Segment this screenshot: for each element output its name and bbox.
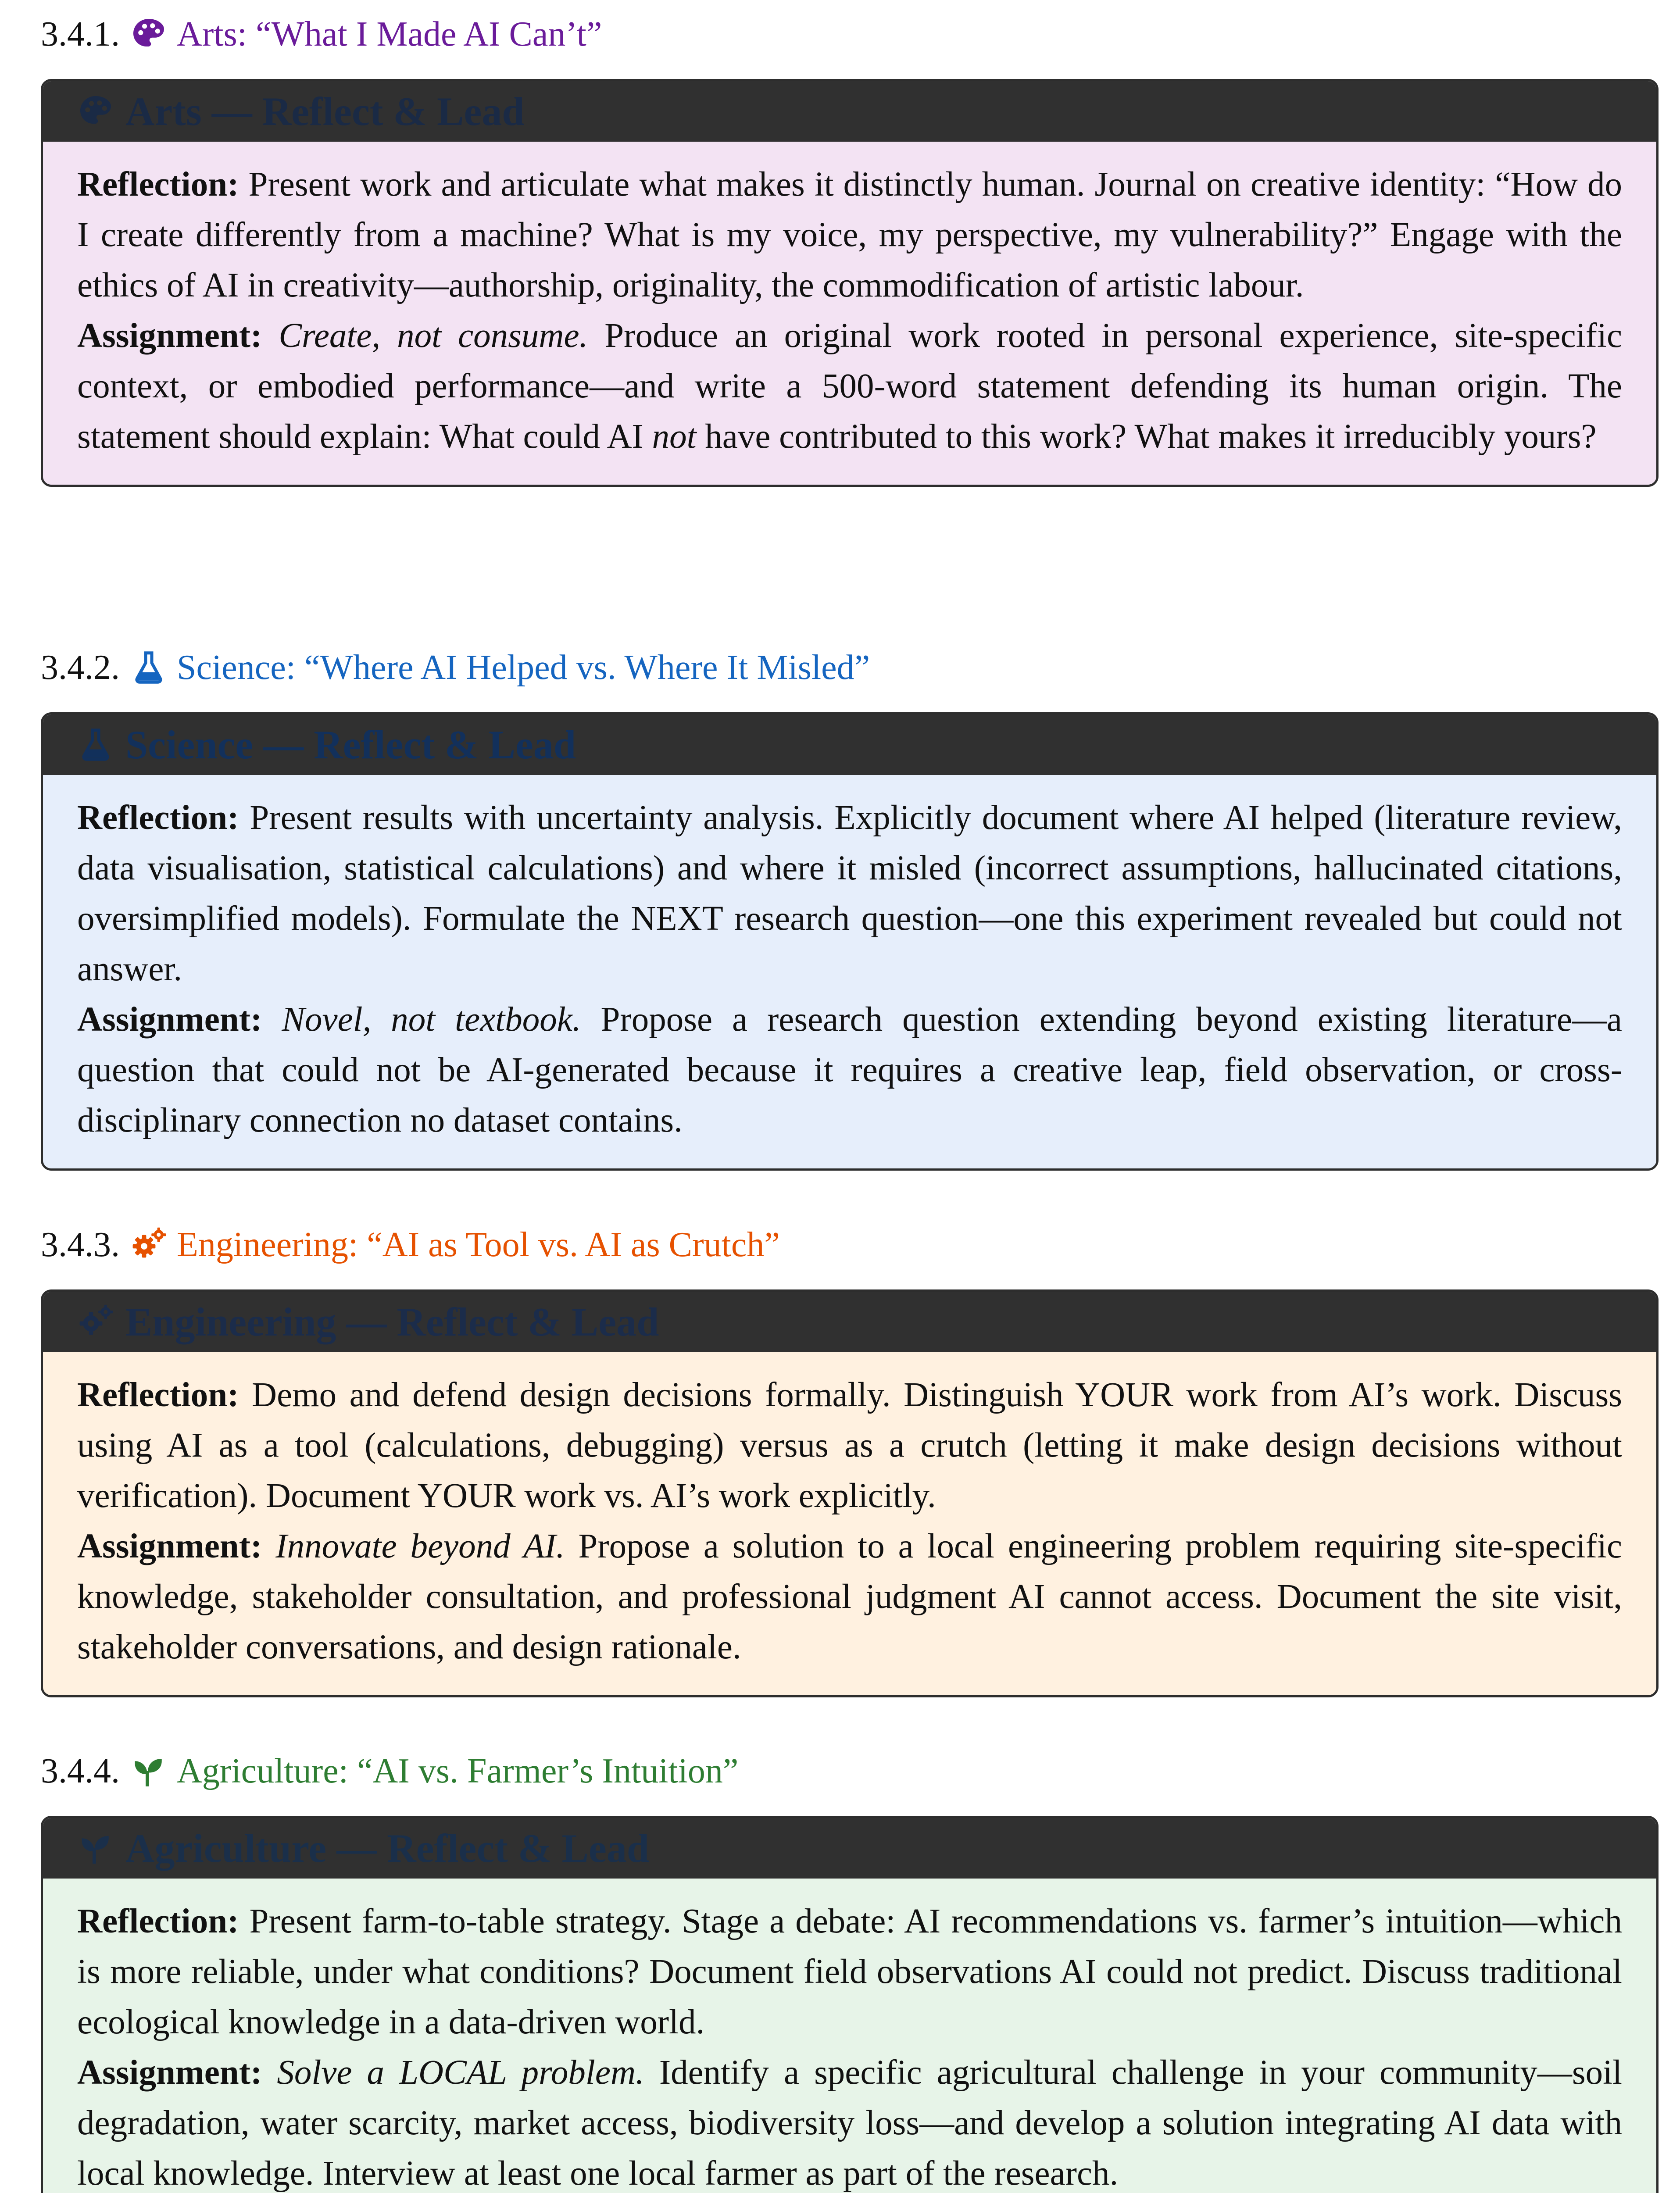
reflection-paragraph — [77, 159, 1622, 311]
section-number: 3.4.4. — [41, 1752, 120, 1790]
assignment-lead: Solve a LOCAL problem. — [277, 2054, 644, 2092]
section-heading-science — [41, 641, 1659, 694]
callout-title: Science — Reflect & Lead — [125, 722, 576, 767]
flask-icon — [77, 726, 114, 763]
assignment-lead: Novel, not textbook. — [282, 1000, 581, 1039]
assignment-label: Assignment: — [77, 317, 262, 355]
reflection-text: Demo and defend design decisions formally. Distinguish YOUR work from AI’s work. Discuss using AI as a tool (calculations, debugging) versus as a crutch (letting it make design decisions without verification). Document YOUR work vs. AI’s work explicitly. — [77, 1376, 1623, 1515]
callout-title: Agriculture — Reflect & Lead — [125, 1826, 649, 1871]
assignment-text: Produce an original work rooted in personal experience, site-specific context, or embodied performance—and write a 500-word statement defending its human origin. The statement should explain: What could AI — [77, 317, 1623, 456]
assignment-paragraph — [77, 1521, 1622, 1672]
assignment-paragraph — [77, 311, 1622, 462]
assignment-lead: Innovate beyond AI. — [275, 1527, 565, 1565]
reflection-paragraph — [77, 1370, 1622, 1521]
assignment-text: Identify a specific agricultural challenge in your community—soil degradation, water scarcity, market access, biodiversity loss—and develop a solution integrating AI data with local knowledge. Interview at least one local farmer as part of the research. — [77, 2054, 1623, 2193]
section-number: 3.4.3. — [41, 1225, 120, 1264]
section-number: 3.4.2. — [41, 648, 120, 687]
section-heading-arts — [41, 8, 1659, 61]
assignment-paragraph — [77, 994, 1622, 1146]
reflection-text: Present farm-to-table strategy. Stage a debate: AI recommendations vs. farmer’s intuition—which is more reliable, under what conditions? Document field observations AI could not predict. Discuss traditional ecological knowledge in a data-driven world. — [77, 1902, 1622, 2041]
gears-icon — [77, 1304, 114, 1340]
section-number: 3.4.1. — [41, 15, 120, 54]
reflection-paragraph — [77, 793, 1622, 994]
reflection-label: Reflection: — [77, 799, 239, 837]
reflection-label: Reflection: — [77, 1902, 239, 1940]
assignment-emphasis: not — [652, 418, 697, 456]
reflection-text: Present results with uncertainty analysis. Explicitly document where AI helped (literature review, data visualisation, statistical calculations) and where it misled (incorrect assumptions, hallucinated citations, oversimplified models). Formulate the NEXT research question—one this experiment revealed but could not answer. — [77, 799, 1623, 988]
assignment-label: Assignment: — [77, 1000, 262, 1039]
callout-body — [43, 1879, 1656, 2193]
section-arts — [41, 8, 1659, 487]
callout-header — [43, 714, 1656, 775]
assignment-text: Propose a solution to a local engineering problem requiring site-specific knowledge, stakeholder consultation, and professional judgment AI cannot access. Document the site visit, stakeholder conversations, and design rationale. — [77, 1527, 1623, 1666]
reflection-paragraph — [77, 1896, 1622, 2047]
reflection-label: Reflection: — [77, 1376, 239, 1414]
callout-title: Engineering — Reflect & Lead — [125, 1300, 659, 1344]
assignment-paragraph — [77, 2047, 1622, 2193]
section-title: Agriculture: “AI vs. Farmer’s Intuition” — [177, 1752, 739, 1790]
assignment-label: Assignment: — [77, 2054, 262, 2092]
section-title: Engineering: “AI as Tool vs. AI as Crutch” — [177, 1225, 780, 1264]
callout-box — [41, 1816, 1659, 2193]
assignment-lead: Create, not consume. — [279, 317, 588, 355]
callout-header — [43, 1292, 1656, 1352]
section-heading-agriculture — [41, 1745, 1659, 1797]
gears-icon — [130, 1226, 167, 1263]
callout-header — [43, 81, 1656, 142]
section-science — [41, 641, 1659, 1171]
section-title: Science: “Where AI Helped vs. Where It Misled” — [177, 648, 870, 687]
callout-box — [41, 79, 1659, 487]
callout-body — [43, 142, 1656, 485]
callout-header — [43, 1818, 1656, 1879]
seedling-icon — [77, 1830, 114, 1867]
section-title: Arts: “What I Made AI Can’t” — [177, 15, 602, 54]
callout-body — [43, 1352, 1656, 1695]
palette-icon — [77, 93, 114, 130]
assignment-label: Assignment: — [77, 1527, 262, 1565]
reflection-text: Present work and articulate what makes it distinctly human. Journal on creative identity: “How do I create differently from a machine? What is my voice, my perspective, my vulnerability?” Engage with the ethics of AI in creativity—authorship, originality, the commodification of artistic labour. — [77, 165, 1622, 304]
palette-icon — [130, 16, 167, 53]
section-heading-engineering — [41, 1218, 1659, 1271]
section-engineering — [41, 1218, 1659, 1697]
callout-box — [41, 712, 1659, 1171]
callout-title: Arts — Reflect & Lead — [125, 89, 525, 134]
seedling-icon — [130, 1753, 167, 1789]
assignment-text-continued: have contributed to this work? What makes it irreducibly yours? — [705, 418, 1597, 456]
assignment-text: Propose a research question extending beyond existing literature—a question that could not be AI-generated because it requires a creative leap, field observation, or cross-disciplinary connection no dataset contains. — [77, 1000, 1622, 1139]
callout-box — [41, 1289, 1659, 1697]
section-agriculture — [41, 1745, 1659, 2193]
callout-body — [43, 775, 1656, 1168]
flask-icon — [130, 649, 167, 686]
reflection-label: Reflection: — [77, 165, 239, 204]
